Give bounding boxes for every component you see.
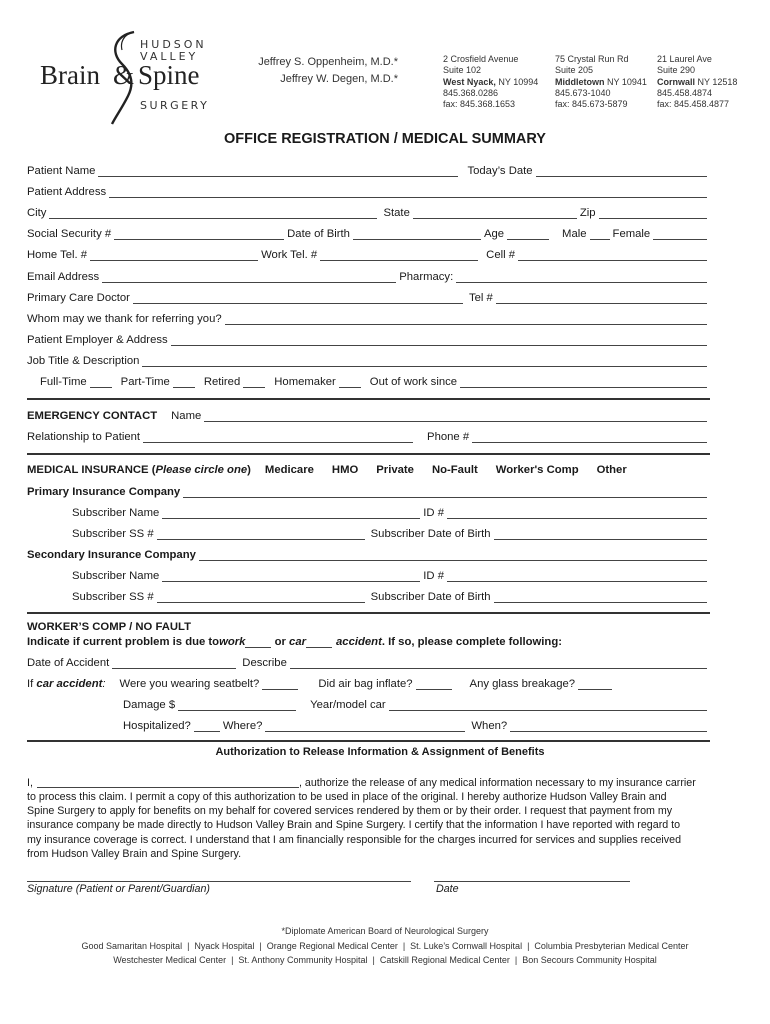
cell-label: Cell # — [486, 249, 516, 261]
secondary-subscriber-name-field[interactable] — [162, 569, 420, 582]
glass-field[interactable] — [578, 677, 612, 690]
where-label: Where? — [222, 720, 263, 732]
doctor-2: Jeffrey W. Degen, M.D.* — [280, 73, 398, 85]
office-city: West Nyack, — [443, 76, 496, 87]
office-state: NY 12518 — [695, 76, 738, 87]
row-workers-indicate — [27, 633, 710, 649]
secondary-insurance-label: Secondary Insurance Company — [27, 549, 196, 561]
office-line: Suite 102 — [443, 65, 482, 76]
authorization-line-2: to process this claim. I permit a copy of this authorization to be used in place of the original. I hereby authorize Hudson Valley Brain and — [27, 791, 667, 803]
option-no-fault[interactable]: No-Fault — [431, 464, 478, 476]
authorization-line-5: my insurance coverage is correct. I understand that I am financially responsible for the charges incurred for services and supplies received — [27, 833, 682, 846]
homemaker-field[interactable] — [339, 375, 361, 388]
when-label: When? — [471, 720, 508, 732]
office-phone: 845.458.4874 — [657, 87, 713, 98]
city-field[interactable] — [49, 206, 377, 219]
footer-hospitals-1: Good Samaritan Hospital | Nyack Hospital | Orange Regional Medical Center | St. Luke’s Cornwall Hospital | Columbia Presbyterian Medical Center — [81, 941, 689, 951]
ssn-field[interactable] — [114, 227, 284, 240]
secondary-id-field[interactable] — [447, 569, 707, 582]
insurance-heading-close: ) — [247, 464, 251, 476]
office-city-line — [555, 77, 655, 88]
describe-field[interactable] — [290, 656, 707, 669]
employer-field[interactable] — [171, 333, 707, 346]
home-tel-field[interactable] — [90, 248, 258, 261]
office-city: Middletown — [555, 76, 605, 87]
section-divider — [27, 453, 710, 455]
doctor-1: Jeffrey S. Oppenheim, M.D.* — [258, 56, 398, 68]
pharmacy-field[interactable] — [456, 270, 707, 283]
section-divider — [27, 740, 710, 742]
row-car-accident — [27, 675, 710, 691]
row-secondary-ss — [72, 588, 710, 604]
authorization-text-1: , authorize the release of any medical information necessary to my insurance carrier — [298, 776, 696, 789]
doctor-names — [230, 54, 398, 88]
row-damage — [123, 696, 710, 712]
logo-brain: Brain — [40, 60, 100, 90]
subscriber-dob-label: Subscriber Date of Birth — [370, 528, 491, 540]
office-fax: fax: 845.673-5879 — [555, 99, 628, 110]
emergency-phone-field[interactable] — [472, 430, 707, 443]
row-job — [27, 352, 710, 368]
logo-ampersand: & — [113, 60, 135, 90]
out-of-work-field[interactable] — [460, 375, 707, 388]
primary-subscriber-dob-field[interactable] — [494, 527, 707, 540]
damage-field[interactable] — [178, 698, 296, 711]
office-state: NY 10941 — [604, 76, 647, 87]
signature-date-field[interactable] — [434, 881, 630, 882]
full-time-field[interactable] — [90, 375, 112, 388]
office-fax: fax: 845.368.1653 — [443, 99, 516, 110]
employer-label: Patient Employer & Address — [27, 334, 168, 346]
insurance-circle-note: Please circle one — [155, 464, 248, 476]
row-date-of-accident — [27, 654, 710, 670]
todays-date-field[interactable] — [536, 164, 707, 177]
age-label: Age — [483, 228, 505, 240]
signature-label: Signature (Patient or Parent/Guardian) — [27, 883, 210, 895]
age-field[interactable] — [507, 227, 549, 240]
full-time-label: Full-Time — [40, 376, 87, 388]
row-patient-name — [27, 162, 710, 178]
footer-hospitals-2: Westchester Medical Center | St. Anthony Community Hospital | Catskill Regional Medical Center | Bon Secours Community Hospital — [113, 955, 657, 965]
pcp-tel-field[interactable] — [496, 291, 707, 304]
option-workers-comp[interactable]: Worker's Comp — [495, 464, 579, 476]
emergency-name-field[interactable] — [204, 409, 707, 422]
office-line: Suite 205 — [555, 65, 594, 76]
office-city-line — [443, 77, 553, 88]
patient-address-label: Patient Address — [27, 186, 107, 198]
option-medicare[interactable]: Medicare — [264, 464, 314, 476]
if-car-accident-label — [27, 678, 106, 691]
if-text: If — [27, 678, 37, 690]
seatbelt-label: Were you wearing seatbelt? — [119, 678, 260, 690]
secondary-insurance-field[interactable] — [199, 548, 707, 561]
accident-label: accident — [336, 636, 382, 648]
id-label: ID # — [423, 570, 444, 582]
office-city-line — [657, 77, 757, 88]
row-city — [27, 204, 710, 220]
authorization-paragraph — [27, 775, 712, 861]
primary-id-field[interactable] — [447, 506, 707, 519]
section-divider — [27, 612, 710, 614]
state-field[interactable] — [413, 206, 577, 219]
row-emergency — [27, 407, 710, 423]
row-primary-ss — [72, 525, 710, 541]
row-secondary-subscriber — [72, 567, 710, 583]
retired-label: Retired — [203, 376, 241, 388]
dob-field[interactable] — [353, 227, 481, 240]
row-insurance-type — [27, 461, 710, 477]
section-divider — [27, 398, 710, 400]
where-field[interactable] — [265, 719, 465, 732]
office-state: NY 10994 — [495, 76, 539, 87]
car-field[interactable] — [306, 635, 332, 648]
work-field[interactable] — [245, 635, 271, 648]
part-time-field[interactable] — [173, 375, 195, 388]
work-tel-field[interactable] — [320, 248, 478, 261]
authorization-line-6: from Hudson Valley Brain and Spine Surgery. — [27, 847, 242, 860]
date-label: Date — [436, 883, 459, 895]
pcp-field[interactable] — [133, 291, 463, 304]
airbag-field[interactable] — [416, 677, 452, 690]
option-hmo[interactable]: HMO — [331, 464, 359, 476]
page-title: OFFICE REGISTRATION / MEDICAL SUMMARY — [224, 131, 546, 147]
emergency-phone-label: Phone # — [427, 431, 470, 443]
row-ssn — [27, 225, 710, 241]
insurance-heading — [27, 464, 251, 477]
logo-hudson: HUDSON — [140, 38, 207, 51]
row-primary-subscriber — [72, 504, 710, 520]
pcp-tel-label: Tel # — [468, 292, 493, 304]
signature-field[interactable] — [27, 881, 411, 882]
option-other[interactable]: Other — [596, 464, 627, 476]
office-line: 75 Crystal Run Rd — [555, 54, 629, 64]
primary-insurance-label: Primary Insurance Company — [27, 486, 181, 498]
office-cornwall — [657, 54, 757, 110]
authorization-line-1 — [27, 775, 712, 790]
retired-field[interactable] — [243, 375, 265, 388]
year-model-field[interactable] — [389, 698, 707, 711]
male-label: Male — [562, 228, 587, 240]
complete-label: . If so, please complete following: — [381, 636, 562, 648]
patient-name-field[interactable] — [98, 164, 458, 177]
part-time-label: Part-Time — [120, 376, 170, 388]
work-tel-label: Work Tel. # — [261, 249, 318, 261]
row-phones — [27, 246, 710, 262]
pcp-label: Primary Care Doctor — [27, 292, 130, 304]
primary-subscriber-ss-field[interactable] — [157, 527, 365, 540]
id-label: ID # — [423, 507, 444, 519]
authorization-i-label: I, — [27, 776, 33, 789]
row-employer — [27, 331, 710, 347]
zip-label: Zip — [579, 207, 596, 219]
authorization-line-3: Spine Surgery to apply for benefits on my behalf for covered services rendered by them or by their order. I request that payment from my — [27, 805, 673, 818]
airbag-label: Did air bag inflate? — [318, 678, 413, 690]
pharmacy-label: Pharmacy: — [399, 271, 454, 283]
row-employment-status — [40, 373, 710, 389]
primary-insurance-field[interactable] — [183, 485, 707, 498]
subscriber-name-label: Subscriber Name — [72, 570, 160, 582]
female-field[interactable] — [653, 227, 707, 240]
office-line: 2 Crosfield Avenue — [443, 54, 519, 64]
office-middletown — [555, 54, 655, 110]
row-referral — [27, 310, 710, 326]
row-primary-insurance — [27, 483, 710, 499]
hospitalized-label: Hospitalized? — [123, 720, 191, 732]
job-label: Job Title & Description — [27, 355, 140, 367]
logo-surgery: SURGERY — [140, 99, 210, 112]
subscriber-dob-label: Subscriber Date of Birth — [370, 591, 491, 603]
cell-field[interactable] — [518, 248, 707, 261]
todays-date-label: Today’s Date — [467, 165, 533, 177]
state-label: State — [383, 207, 410, 219]
home-tel-label: Home Tel. # — [27, 249, 88, 261]
date-of-accident-field[interactable] — [112, 656, 236, 669]
patient-address-field[interactable] — [109, 185, 707, 198]
year-model-label: Year/model car — [310, 699, 386, 711]
car-label: car — [289, 636, 306, 648]
row-workers-heading — [27, 618, 710, 634]
row-pcp — [27, 289, 710, 305]
emergency-heading: EMERGENCY CONTACT — [27, 410, 158, 422]
work-label: work — [219, 636, 246, 648]
office-phone: 845.673-1040 — [555, 87, 611, 98]
authorization-name-field[interactable] — [37, 775, 299, 788]
female-label: Female — [612, 228, 651, 240]
job-field[interactable] — [142, 354, 707, 367]
logo-spine: Spine — [138, 60, 200, 90]
subscriber-ss-label: Subscriber SS # — [72, 591, 154, 603]
primary-subscriber-name-field[interactable] — [162, 506, 420, 519]
option-private[interactable]: Private — [376, 464, 414, 476]
date-of-accident-label: Date of Accident — [27, 657, 110, 669]
logo — [38, 30, 228, 125]
glass-label: Any glass breakage? — [469, 678, 576, 690]
office-line: Suite 290 — [657, 65, 696, 76]
homemaker-label: Homemaker — [274, 376, 336, 388]
when-field[interactable] — [510, 719, 707, 732]
or-label: or — [271, 636, 290, 648]
subscriber-name-label: Subscriber Name — [72, 507, 160, 519]
zip-field[interactable] — [599, 206, 707, 219]
emergency-name-label: Name — [171, 410, 202, 422]
office-west-nyack — [443, 54, 553, 110]
secondary-subscriber-ss-field[interactable] — [157, 590, 365, 603]
relationship-label: Relationship to Patient — [27, 431, 141, 443]
relationship-field[interactable] — [143, 430, 413, 443]
logo-valley: VALLEY — [140, 50, 199, 63]
indicate-label: Indicate if current problem is due to — [27, 636, 220, 648]
damage-label: Damage $ — [123, 699, 176, 711]
office-fax: fax: 845.458.4877 — [657, 99, 730, 110]
referral-label: Whom may we thank for referring you? — [27, 313, 222, 325]
authorization-line-4: insurance company be made directly to Hudson Valley Brain and Spine Surgery. I certify that the information I have reported with regard to — [27, 819, 681, 832]
insurance-heading-text: MEDICAL INSURANCE ( — [27, 464, 156, 476]
patient-name-label: Patient Name — [27, 165, 96, 177]
car-accident-text: car accident — [36, 678, 103, 690]
office-phone: 845.368.0286 — [443, 87, 499, 98]
office-line: 21 Laurel Ave — [657, 54, 712, 64]
authorization-heading: Authorization to Release Information & Assignment of Benefits — [215, 746, 545, 758]
row-patient-address — [27, 183, 710, 199]
city-label: City — [27, 207, 47, 219]
footer-note: *Diplomate American Board of Neurological Surgery — [281, 926, 489, 936]
colon-text: : — [102, 678, 106, 690]
email-label: Email Address — [27, 271, 100, 283]
dob-label: Date of Birth — [287, 228, 350, 240]
referral-field[interactable] — [225, 312, 707, 325]
ssn-label: Social Security # — [27, 228, 112, 240]
male-field[interactable] — [590, 227, 610, 240]
secondary-subscriber-dob-field[interactable] — [494, 590, 707, 603]
office-city: Cornwall — [657, 76, 696, 87]
hospitalized-field[interactable] — [194, 719, 220, 732]
row-email — [27, 268, 710, 284]
row-secondary-insurance — [27, 546, 710, 562]
describe-label: Describe — [242, 657, 287, 669]
workers-comp-heading: WORKER’S COMP / NO FAULT — [27, 621, 192, 633]
row-hospitalized — [123, 717, 710, 733]
seatbelt-field[interactable] — [262, 677, 298, 690]
email-field[interactable] — [102, 270, 396, 283]
out-of-work-label: Out of work since — [369, 376, 458, 388]
subscriber-ss-label: Subscriber SS # — [72, 528, 154, 540]
row-relationship — [27, 428, 710, 444]
